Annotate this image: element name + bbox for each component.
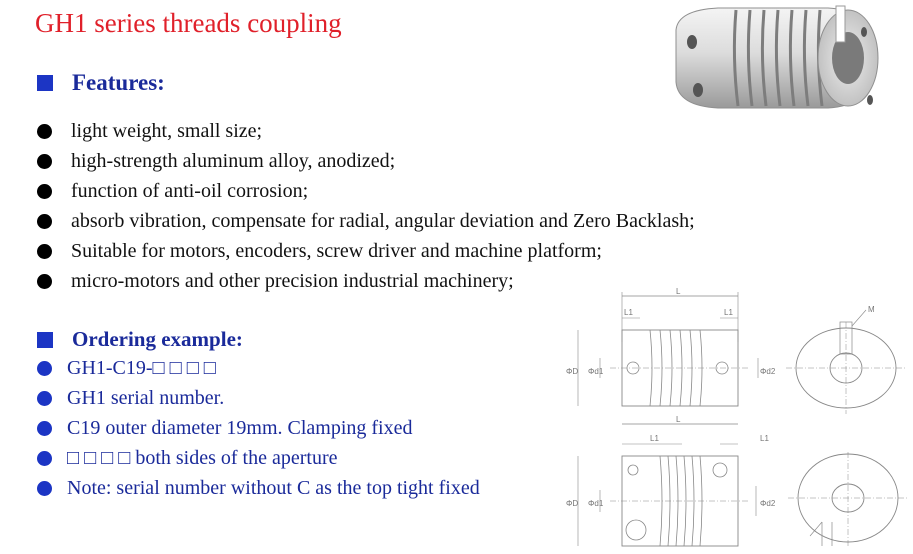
dim-label-L1: L1 [624, 308, 633, 317]
bullet-icon [37, 361, 52, 376]
ordering-heading [37, 327, 243, 352]
ordering-text: Note: serial number without C as the top tight fixed [67, 476, 480, 499]
page-title: GH1 series threads coupling [35, 8, 342, 38]
technical-drawing [560, 282, 913, 549]
features-heading-label: Features: [72, 70, 165, 95]
bullet-icon [37, 184, 52, 199]
bullet-icon [37, 214, 52, 229]
dim-label-L1: L1 [650, 434, 659, 443]
bullet-icon [37, 154, 52, 169]
list-item [37, 146, 695, 176]
list-item [37, 206, 695, 236]
ordering-text: □ □ □ □ both sides of the aperture [67, 446, 338, 469]
bullet-icon [37, 124, 52, 139]
bullet-icon [37, 391, 52, 406]
list-item [37, 413, 480, 443]
list-item [37, 443, 480, 473]
bullet-icon [37, 451, 52, 466]
features-list [37, 116, 695, 296]
list-item [37, 383, 480, 413]
list-item [37, 236, 695, 266]
square-bullet-icon [37, 332, 53, 348]
list-item [37, 353, 480, 383]
dim-label-L: L [676, 415, 681, 424]
dim-label-L1: L1 [760, 434, 769, 443]
features-heading [37, 70, 165, 96]
feature-text: Suitable for motors, encoders, screw driver and machine platform; [71, 239, 602, 262]
dim-label-D: ΦD [566, 367, 579, 376]
dim-label-M: M [868, 305, 875, 314]
feature-text: micro-motors and other precision industrial machinery; [71, 269, 514, 292]
dim-label-d1: Φd1 [588, 499, 604, 508]
dim-label-d2: Φd2 [760, 367, 776, 376]
list-item [37, 116, 695, 146]
dim-label-d1: Φd1 [588, 367, 604, 376]
dim-label-L1: L1 [724, 308, 733, 317]
dim-label-d2: Φd2 [760, 499, 776, 508]
ordering-text: GH1-C19-□ □ □ □ [67, 356, 216, 379]
coupling-photo [658, 2, 890, 110]
bullet-icon [37, 244, 52, 259]
list-item [37, 473, 480, 503]
dim-label-L: L [676, 287, 681, 296]
list-item [37, 176, 695, 206]
feature-text: high-strength aluminum alloy, anodized; [71, 149, 396, 172]
ordering-text: C19 outer diameter 19mm. Clamping fixed [67, 416, 413, 439]
feature-text: absorb vibration, compensate for radial, angular deviation and Zero Backlash; [71, 209, 695, 232]
square-bullet-icon [37, 75, 53, 91]
ordering-heading-label: Ordering example: [72, 327, 243, 351]
bullet-icon [37, 421, 52, 436]
bullet-icon [37, 274, 52, 289]
ordering-text: GH1 serial number. [67, 386, 225, 409]
feature-text: light weight, small size; [71, 119, 263, 142]
ordering-list [37, 353, 480, 503]
dim-label-D: ΦD [566, 499, 579, 508]
bullet-icon [37, 481, 52, 496]
feature-text: function of anti-oil corrosion; [71, 179, 309, 202]
